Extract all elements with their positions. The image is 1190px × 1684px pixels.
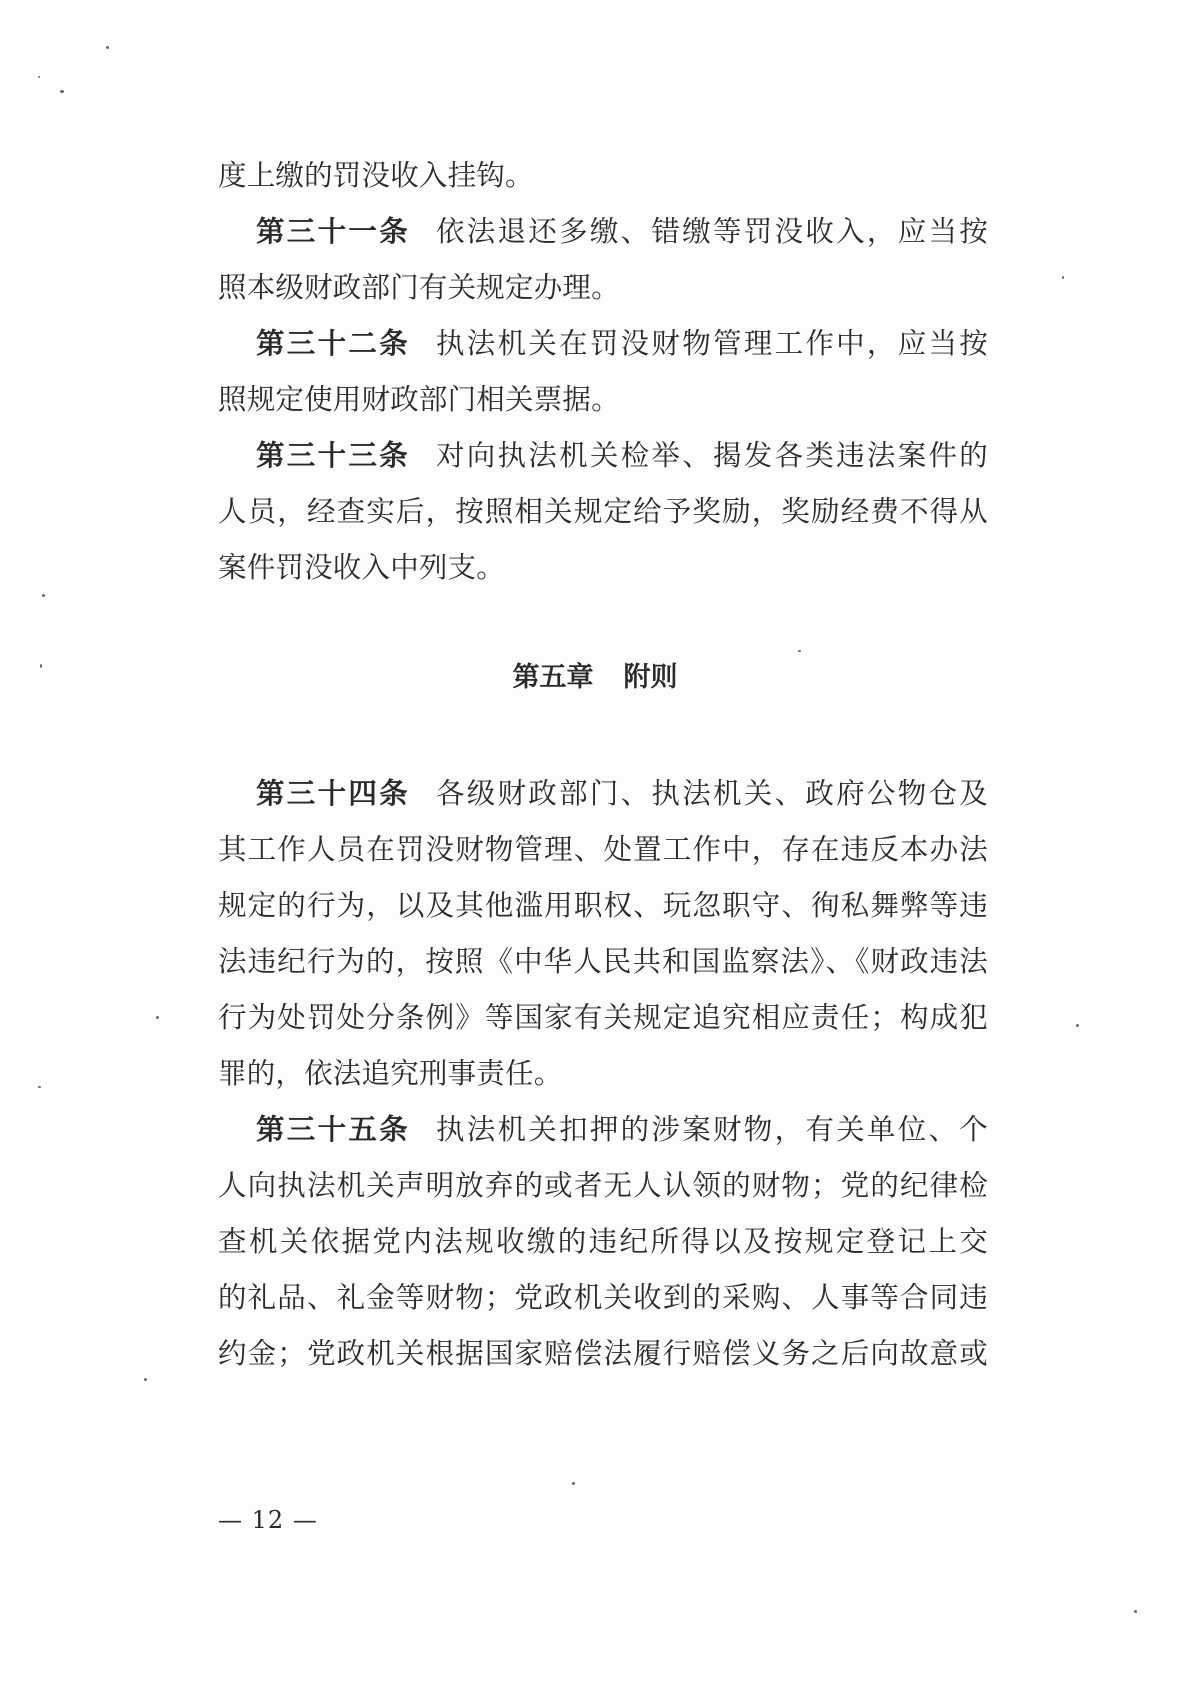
chapter-heading	[0, 658, 1190, 698]
chapter-title-text: 附则	[623, 662, 678, 693]
scan-speck	[572, 1482, 575, 1485]
article-31-line-2	[218, 268, 988, 308]
paragraph-text: 依法退还多缴、错缴等罚没收入，应当按	[435, 215, 988, 248]
paragraph-text: 查机关依据党内法规收缴的违纪所得以及按规定登记上交	[218, 1225, 988, 1258]
article-33-line-3	[218, 548, 988, 588]
article-32-line-2	[218, 380, 988, 420]
paragraph-text: 各级财政部门、执法机关、政府公物仓及	[435, 777, 988, 810]
paragraph-text: 对向执法机关检举、揭发各类违法案件的	[435, 439, 988, 472]
paragraph-text: 人向执法机关声明放弃的或者无人认领的财物；党的纪律检	[218, 1169, 988, 1202]
article-34-line-2	[218, 830, 988, 870]
article-33-line-1	[218, 436, 988, 476]
scan-speck	[1076, 1024, 1079, 1027]
article-label: 第三十二条	[256, 327, 410, 360]
scan-speck	[1134, 1610, 1137, 1613]
paragraph-text: 罪的，依法追究刑事责任。	[218, 1057, 563, 1090]
paragraph-text: 度上缴的罚没收入挂钩。	[218, 159, 534, 192]
scan-speck	[40, 664, 42, 668]
article-label: 第三十四条	[256, 777, 410, 810]
paragraph-text: 其工作人员在罚没财物管理、处置工作中，存在违反本办法	[218, 833, 988, 866]
article-34-line-4	[218, 942, 988, 982]
paragraph-text: 照规定使用财政部门相关票据。	[218, 383, 620, 416]
article-35-line-2	[218, 1166, 988, 1206]
article-34-line-3	[218, 886, 988, 926]
article-34-line-1	[218, 774, 988, 814]
chapter-number: 第五章	[512, 662, 594, 693]
article-31-line-1	[218, 212, 988, 252]
paragraph-line	[218, 156, 988, 196]
article-35-line-5	[218, 1334, 988, 1374]
scan-speck	[798, 650, 801, 652]
article-35-line-1	[218, 1110, 988, 1150]
scan-speck	[38, 76, 40, 78]
paragraph-text: 执法机关在罚没财物管理工作中，应当按	[435, 327, 988, 360]
article-35-line-3	[218, 1222, 988, 1262]
paragraph-text: 约金；党政机关根据国家赔偿法履行赔偿义务之后向故意或	[218, 1337, 988, 1370]
article-32-line-1	[218, 324, 988, 364]
article-34-line-5	[218, 998, 988, 1038]
page-number: — 12 —	[218, 1506, 318, 1534]
article-34-line-6	[218, 1054, 988, 1094]
scan-speck	[156, 1016, 159, 1019]
paragraph-text: 规定的行为，以及其他滥用职权、玩忽职守、徇私舞弊等违	[218, 889, 988, 922]
scan-speck	[1062, 276, 1064, 279]
article-33-line-2	[218, 492, 988, 532]
article-35-line-4	[218, 1278, 988, 1318]
scan-speck	[42, 594, 45, 597]
paragraph-text: 案件罚没收入中列支。	[218, 551, 506, 584]
paragraph-text: 行为处罚处分条例》等国家有关规定追究相应责任；构成犯	[218, 1001, 988, 1034]
scan-speck	[38, 1086, 41, 1088]
scan-speck	[106, 46, 109, 49]
article-label: 第三十一条	[256, 215, 410, 248]
article-label: 第三十五条	[256, 1113, 410, 1146]
paragraph-text: 执法机关扣押的涉案财物，有关单位、个	[435, 1113, 988, 1146]
article-label: 第三十三条	[256, 439, 410, 472]
paragraph-text: 的礼品、礼金等财物；党政机关收到的采购、人事等合同违	[218, 1281, 988, 1314]
scan-speck	[60, 90, 64, 93]
paragraph-text: 照本级财政部门有关规定办理。	[218, 271, 620, 304]
paragraph-text: 法违纪行为的，按照《中华人民共和国监察法》、《财政违法	[218, 945, 988, 978]
scan-speck	[144, 1378, 147, 1381]
paragraph-text: 人员，经查实后，按照相关规定给予奖励，奖励经费不得从	[218, 495, 988, 528]
